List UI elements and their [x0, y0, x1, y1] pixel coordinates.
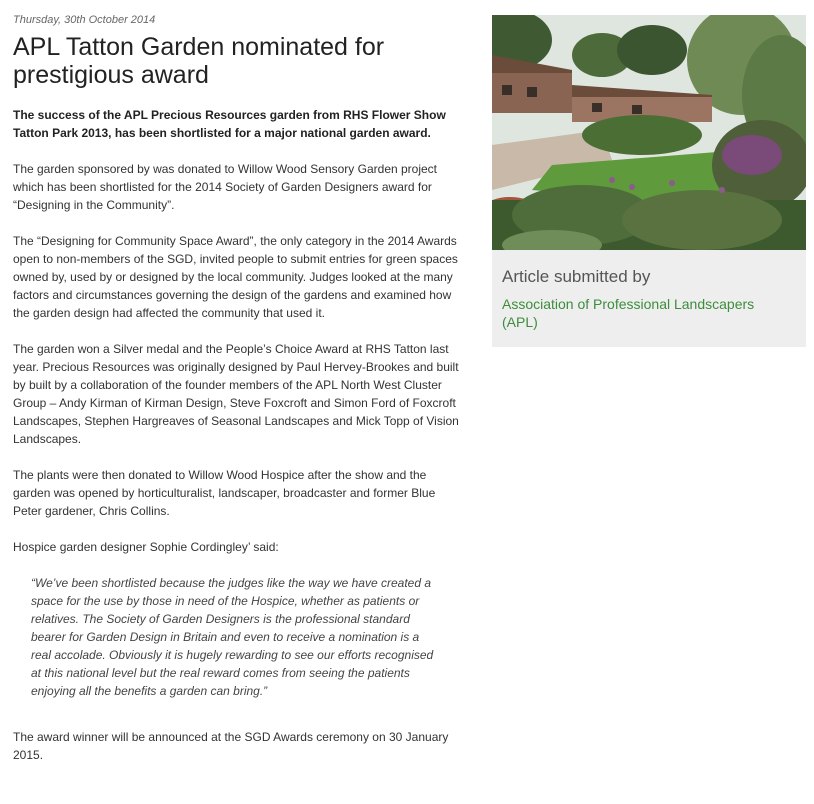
article-quote: “We’ve been shortlisted because the judges like the way we have created a space for the use by those in need of the Hospice, whether as patients or relatives. The Society of Garden Designers is the professional standard bearer for Garden Design in Britain and even to receive a nomination is a real accolade. Obviously it is hugely rewarding to see our efforts recognised at this national level but the real reward comes from seeing the patients enjoying all the benefits a garden can bring.”: [31, 576, 434, 698]
article-paragraph: The “Designing for Community Space Award”, the only category in the 2014 Awards open to non-members of the SGD, invited people to submit entries for green spaces owned by, used by or designed by the local community. Judges looked at the many factors and circumstances governing the design of the gardens and examined how the garden design had affected the community that used it.: [13, 234, 458, 320]
submitter-link[interactable]: Association of Professional Landscapers (APL): [502, 296, 755, 330]
panel-title: Article submitted by: [502, 267, 651, 286]
article: [13, 14, 460, 764]
article-date: Thursday, 30th October 2014: [13, 14, 156, 26]
article-paragraph: The plants were then donated to Willow Wood Hospice after the show and the garden was opened by horticulturalist, landscaper, broadcaster and former Blue Peter gardener, Chris Collins.: [13, 468, 436, 518]
sidebar: [492, 15, 806, 347]
article-paragraph: The garden won a Silver medal and the People’s Choice Award at RHS Tatton last year. Precious Resources was originally designed by Paul Hervey-Brookes and built by built by a collaboration of the founder members of the APL North West Cluster Group – Andy Kirman of Kirman Design, Steve Foxcroft and Simon Ford of Foxcroft Landscapes, Stephen Hargreaves of Seasonal Landscapes and Mick Topp of Vision Landscapes.: [13, 342, 459, 446]
article-paragraph: The garden sponsored by was donated to Willow Wood Sensory Garden project which has been shortlisted for the 2014 Society of Garden Designers award for “Designing in the Community”.: [13, 162, 438, 212]
article-lead: The success of the APL Precious Resources garden from RHS Flower Show Tatton Park 2013, has been shortlisted for a major national garden award.: [13, 108, 446, 140]
garden-photo: [492, 15, 806, 250]
article-closing: The award winner will be announced at the SGD Awards ceremony on 30 January 2015.: [13, 730, 449, 762]
article-paragraph: Hospice garden designer Sophie Cordingley’ said:: [13, 540, 279, 554]
article-title: APL Tatton Garden nominated for prestigious award: [13, 33, 385, 89]
submitted-by-panel: [492, 250, 806, 347]
